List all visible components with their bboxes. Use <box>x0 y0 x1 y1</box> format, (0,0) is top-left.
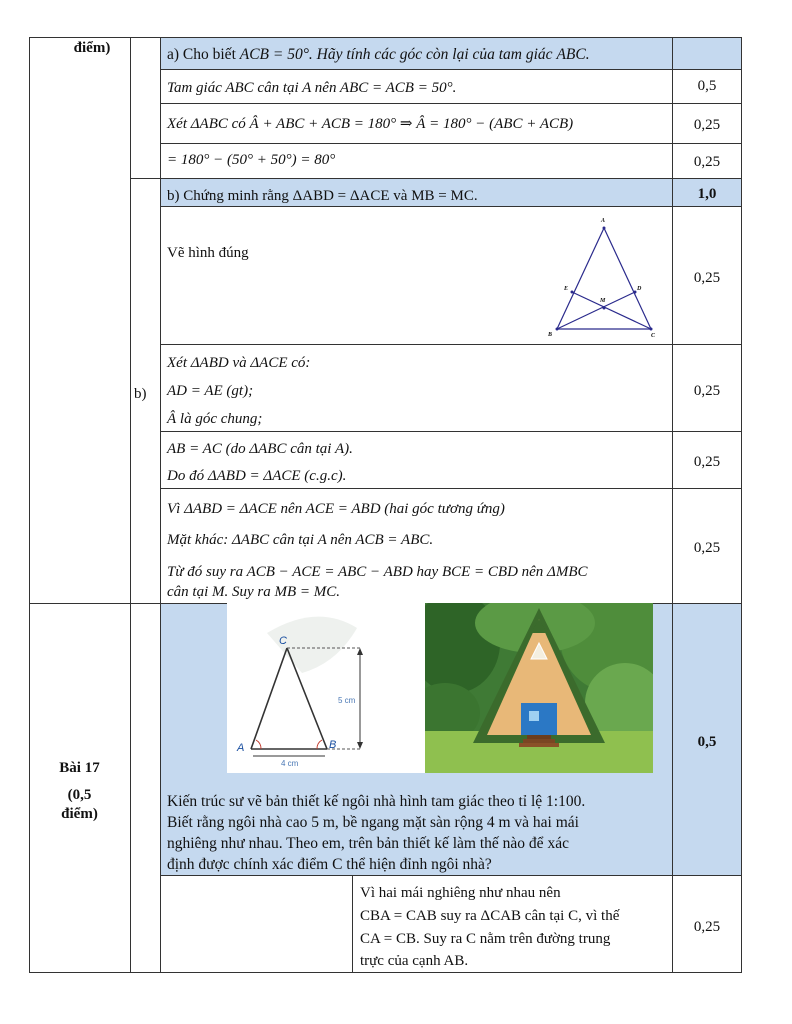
part-b-row-1-line-2: AD = AE (gt); <box>167 383 254 399</box>
part-b-label: b) <box>134 386 147 402</box>
part-b-row-1-line-3: Â là góc chung; <box>167 411 263 427</box>
design-triangle-diagram <box>227 603 417 773</box>
bai17-label-1: Bài 17 <box>59 760 100 776</box>
fig-label-e: E <box>564 286 569 292</box>
a-frame-house-photo <box>425 603 653 773</box>
diagram-base-label: 4 cm <box>281 759 299 768</box>
part-b-row-3-line-1: Vì ΔABD = ΔACE nên ACE = ABD (hai góc tương ứng) <box>167 501 505 517</box>
bai17-illustration <box>227 603 653 773</box>
part-a-row-1-score: 0,5 <box>697 78 717 94</box>
part-a-row-2-text: Xét ΔABC có Â + ABC + ACB = 180° ⇒ Â = 180° − (ABC + ACB) <box>167 116 574 132</box>
bai17-problem-line-2: Biết rằng ngôi nhà cao 5 m, bề ngang mặt sàn rộng 4 m và hai mái <box>167 814 579 831</box>
part-b-row-3-score: 0,25 <box>693 540 721 556</box>
draw-figure-score: 0,25 <box>693 270 721 286</box>
fig-label-c: C <box>651 333 656 339</box>
bai17-label-3: điểm) <box>61 806 98 822</box>
bai17-answer-score: 0,25 <box>693 919 721 935</box>
part-a-heading: a) Cho biết ACB = 50°. Hãy tính các góc còn lại của tam giác ABC. <box>167 46 590 63</box>
diagram-label-a: A <box>237 742 245 754</box>
prev-question-label: điểm) <box>73 40 111 56</box>
part-b-row-3-line-3: Từ đó suy ra ACB − ACE = ABC − ABD hay BCE = CBD nên ΔMBC <box>167 564 588 580</box>
part-b-heading-score: 1,0 <box>697 186 717 202</box>
bai17-answer-line-4: trực của cạnh AB. <box>360 953 469 969</box>
part-b-row-2-score: 0,25 <box>693 454 721 470</box>
part-b-row-2-line-2: Do đó ΔABD = ΔACE (c.g.c). <box>167 468 347 484</box>
bai17-label-2: (0,5 <box>67 787 92 803</box>
part-b-row-3-line-4: cân tại M. Suy ra MB = MC. <box>167 584 341 600</box>
part-b-row-3-line-2: Mặt khác: ΔABC cân tại A nên ACB = ABC. <box>167 532 434 548</box>
part-b-row-1-score: 0,25 <box>693 383 721 399</box>
bai17-answer-line-2: CBA = CAB suy ra ΔCAB cân tại C, vì thế <box>360 908 620 924</box>
part-a-row-2-score: 0,25 <box>693 117 721 133</box>
bai17-problem-line-1: Kiến trúc sư vẽ bản thiết kế ngôi nhà hình tam giác theo tỉ lệ 1:100. <box>167 793 586 810</box>
bai17-problem-line-4: định được chính xác điểm C thể hiện đỉnh ngôi nhà? <box>167 856 492 873</box>
diagram-label-b: B <box>329 739 337 751</box>
draw-figure-text: Vẽ hình đúng <box>167 245 249 261</box>
bai17-score: 0,5 <box>697 734 717 750</box>
fig-label-m: M <box>600 298 606 304</box>
part-a-row-3-text: = 180° − (50° + 50°) = 80° <box>167 152 336 168</box>
part-b-row-1-line-1: Xét ΔABD và ΔACE có: <box>167 355 311 371</box>
part-a-row-1-text: Tam giác ABC cân tại A nên ABC = ACB = 50°. <box>167 80 457 96</box>
bai17-answer-line-3: CA = CB. Suy ra C nằm trên đường trung <box>360 931 611 947</box>
part-b-heading: b) Chứng minh rằng ΔABD = ΔACE và MB = MC. <box>167 188 478 204</box>
fig-label-b: B <box>548 332 553 338</box>
bai17-answer-line-1: Vì hai mái nghiêng như nhau nên <box>360 885 561 901</box>
part-b-row-2-line-1: AB = AC (do ΔABC cân tại A). <box>167 441 353 457</box>
fig-label-a: A <box>601 218 606 224</box>
bai17-problem-line-3: nghiêng như nhau. Theo em, trên bản thiết kế làm thế nào để xác <box>167 835 569 852</box>
fig-label-d: D <box>637 286 642 292</box>
part-a-row-3-score: 0,25 <box>693 154 721 170</box>
triangle-figure <box>545 212 665 342</box>
diagram-height-label: 5 cm <box>338 696 356 705</box>
diagram-label-c: C <box>279 635 287 647</box>
